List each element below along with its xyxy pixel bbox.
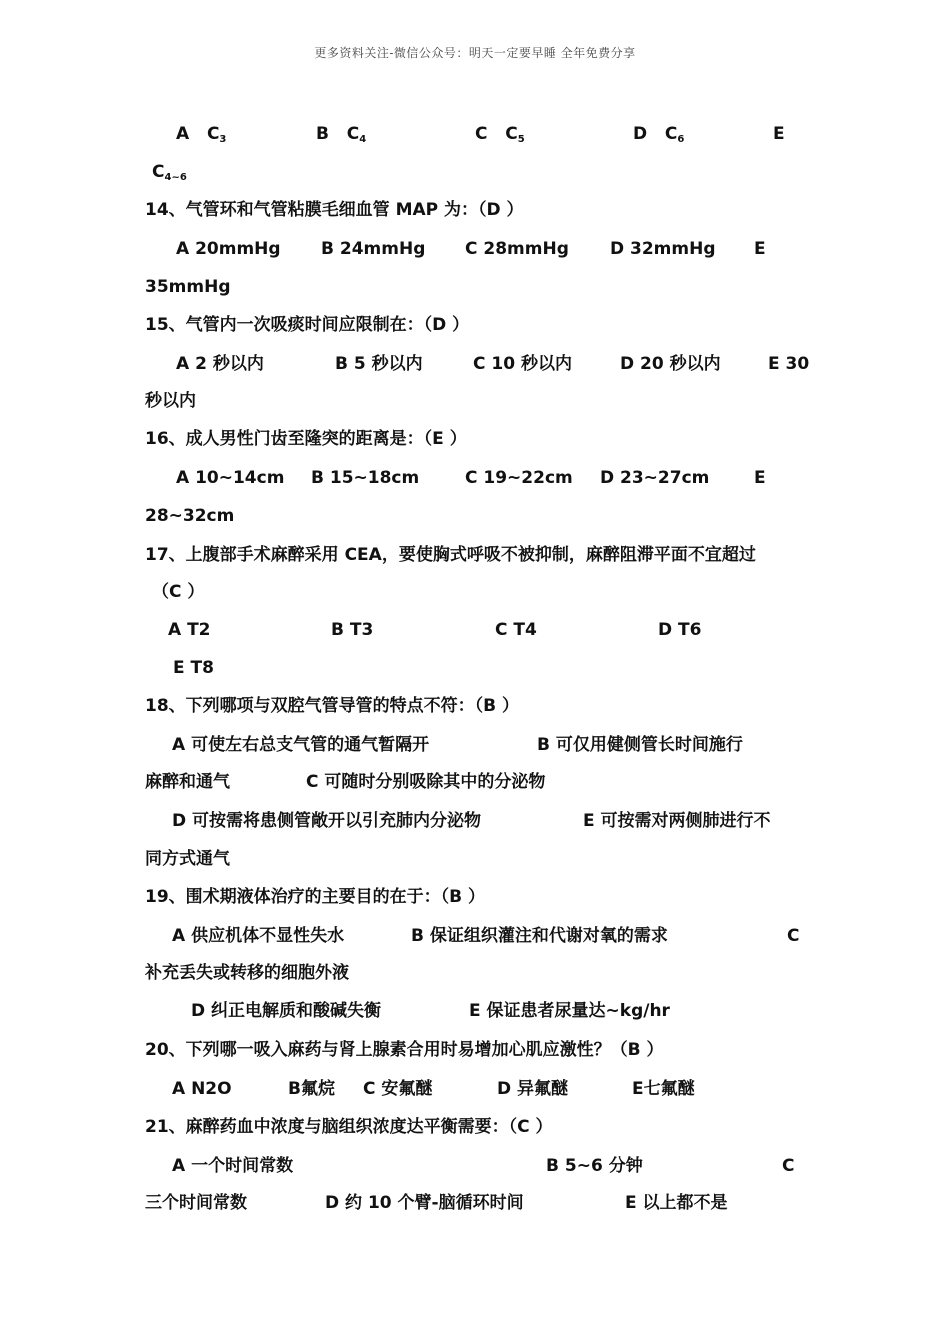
q15-option-a: A 2 秒以内 bbox=[176, 354, 264, 374]
page-header-note: 更多资料关注-微信公众号：明天一定要早睡 全年免费分享 bbox=[314, 46, 636, 60]
q20-stem: 20、下列哪一吸入麻药与肾上腺素合用时易增加心肌应激性？（B ） bbox=[145, 1040, 664, 1060]
q15-option-d: D 20 秒以内 bbox=[620, 354, 721, 374]
q16-option-e-value: 28~32cm bbox=[145, 506, 235, 526]
q17-option-b: B T3 bbox=[331, 620, 374, 640]
q18-option-b-cont: 麻醉和通气 bbox=[145, 772, 230, 792]
q19-stem: 19、围术期液体治疗的主要目的在于：（B ） bbox=[145, 887, 486, 907]
q14-option-c: C 28mmHg bbox=[465, 239, 569, 259]
q18-option-e-cont: 同方式通气 bbox=[145, 849, 230, 869]
q18-option-d: D 可按需将患侧管敞开以引充肺内分泌物 bbox=[172, 811, 482, 831]
q14-stem: 14、气管环和气管粘膜毛细血管 MAP 为：（D ） bbox=[145, 200, 524, 220]
q15-stem: 15、气管内一次吸痰时间应限制在：（D ） bbox=[145, 315, 470, 335]
q17-option-e: E T8 bbox=[173, 658, 214, 678]
q21-option-c-cont: 三个时间常数 bbox=[145, 1193, 247, 1213]
q18-option-b: B 可仅用健侧管长时间施行 bbox=[537, 735, 743, 755]
q13-option-b: B $C_4$ bbox=[316, 124, 367, 145]
q16-option-c: C 19~22cm bbox=[465, 468, 573, 488]
q15-option-c: C 10 秒以内 bbox=[473, 354, 572, 374]
q20-option-a: A N2O bbox=[172, 1079, 232, 1099]
q20-option-e: E七氟醚 bbox=[632, 1079, 695, 1099]
q21-stem: 21、麻醉药血中浓度与脑组织浓度达平衡需要：（C ） bbox=[145, 1117, 553, 1137]
q19-option-e: E 保证患者尿量达~kg/hr bbox=[469, 1001, 670, 1021]
q13-option-e-value: $C_{4\sim 6}$ bbox=[152, 162, 187, 183]
q20-option-d: D 异氟醚 bbox=[497, 1079, 569, 1099]
q17-option-c: C T4 bbox=[495, 620, 537, 640]
q19-option-a: A 供应机体不显性失水 bbox=[172, 926, 345, 946]
q16-option-e: E bbox=[754, 468, 766, 488]
q16-option-a: A 10~14cm bbox=[176, 468, 285, 488]
q16-option-d: D 23~27cm bbox=[600, 468, 710, 488]
q21-option-a: A 一个时间常数 bbox=[172, 1156, 294, 1176]
q17-option-a: A T2 bbox=[168, 620, 211, 640]
q19-option-c-cont: 补充丢失或转移的细胞外液 bbox=[145, 963, 349, 983]
q21-option-e: E 以上都不是 bbox=[625, 1193, 728, 1213]
q19-option-d: D 纠正电解质和酸碱失衡 bbox=[191, 1001, 382, 1021]
q18-option-e: E 可按需对两侧肺进行不 bbox=[583, 811, 771, 831]
q16-stem: 16、成人男性门齿至隆突的距离是：（E ） bbox=[145, 429, 467, 449]
q15-option-b: B 5 秒以内 bbox=[335, 354, 423, 374]
q15-option-e: E 30 bbox=[768, 354, 810, 374]
q13-option-e-letter: E bbox=[773, 124, 785, 144]
q21-option-b: B 5~6 分钟 bbox=[546, 1156, 643, 1176]
q16-option-b: B 15~18cm bbox=[311, 468, 420, 488]
q14-option-e: E bbox=[754, 239, 766, 259]
q14-option-e-value: 35mmHg bbox=[145, 277, 231, 297]
q21-option-d: D 约 10 个臂-脑循环时间 bbox=[325, 1193, 524, 1213]
q21-option-c: C bbox=[782, 1156, 795, 1176]
q15-option-e-value: 秒以内 bbox=[145, 391, 196, 411]
q18-stem: 18、下列哪项与双腔气管导管的特点不符：（B ） bbox=[145, 696, 520, 716]
q17-option-d: D T6 bbox=[658, 620, 702, 640]
q17-answer: （C ） bbox=[152, 582, 205, 602]
q18-option-a: A 可使左右总支气管的通气暂隔开 bbox=[172, 735, 430, 755]
q18-option-c: C 可随时分别吸除其中的分泌物 bbox=[306, 772, 546, 792]
q14-option-a: A 20mmHg bbox=[176, 239, 281, 259]
q17-stem: 17、上腹部手术麻醉采用 CEA，要使胸式呼吸不被抑制，麻醉阻滞平面不宜超过 bbox=[145, 545, 756, 565]
q13-option-c: C $C_5$ bbox=[475, 124, 525, 145]
q14-option-b: B 24mmHg bbox=[321, 239, 426, 259]
q20-option-c: C 安氟醚 bbox=[363, 1079, 433, 1099]
q13-option-a: A $C_3$ bbox=[176, 124, 227, 145]
q13-option-d: D $C_6$ bbox=[633, 124, 685, 145]
q14-option-d: D 32mmHg bbox=[610, 239, 716, 259]
q19-option-b: B 保证组织灌注和代谢对氧的需求 bbox=[411, 926, 668, 946]
q20-option-b: B氟烷 bbox=[288, 1079, 335, 1099]
q19-option-c: C bbox=[787, 926, 800, 946]
